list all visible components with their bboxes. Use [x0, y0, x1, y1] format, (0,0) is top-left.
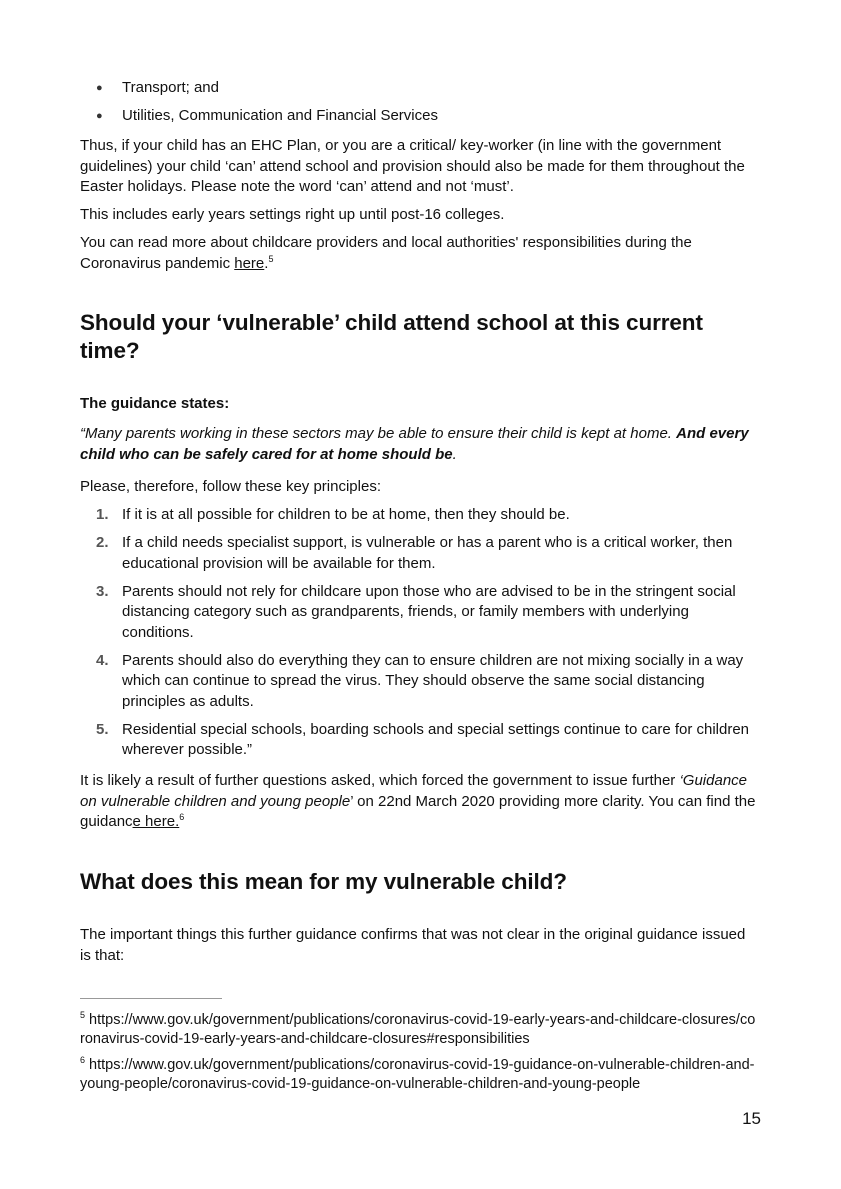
footnote-url[interactable]: https://www.gov.uk/government/publications/coronavirus-covid-19-early-years-and-childcare-closures/coronavirus-covid-19-early-years-and-childcare-closures#responsibilities — [80, 1012, 756, 1047]
paragraph-read-more — [80, 233, 770, 274]
principle-number: 5. — [96, 720, 109, 738]
principle-item — [80, 533, 760, 574]
footnote-ref-6[interactable]: 6 — [179, 812, 185, 822]
here-link-6[interactable]: e here. — [132, 813, 180, 830]
principle-item — [80, 720, 760, 761]
footnote-number: 5 — [80, 1010, 86, 1021]
paragraph-text: Thus, if your child has an EHC Plan, or you are a critical/ key-worker (in line with the government guidelines) your child ‘can’ attend school and provision should also be made for them throughout the Easter holidays. Please note the word ‘can’ attend and not ‘must’. — [80, 137, 745, 195]
quote-text — [80, 424, 770, 465]
guidance-label-text: The guidance states: — [80, 395, 230, 412]
principle-item — [80, 505, 760, 526]
heading-text: What does this mean for my vulnerable child? — [80, 869, 567, 894]
bullet-icon: ● — [96, 110, 103, 122]
footnote-ref-5[interactable]: 5 — [268, 253, 274, 264]
principle-number: 2. — [96, 534, 109, 551]
footnote-6 — [80, 1056, 760, 1094]
here-link-5[interactable]: here — [234, 254, 265, 272]
followup-text: ’ on 22nd March 2020 providing more clarity. You can find the guidanc — [80, 792, 756, 830]
principles-list — [80, 505, 760, 768]
principle-text: If a child needs specialist support, is vulnerable or has a parent who is a critical worker, then educational provision will be available for them. — [122, 534, 733, 572]
principle-text: Parents should not rely for childcare upon those who are advised to be in the stringent social distancing category such as grandparents, friends, or family members with underlying conditions. — [122, 582, 736, 641]
footnote-divider — [80, 998, 222, 999]
paragraph-text — [80, 233, 770, 274]
bullet-item — [80, 106, 438, 134]
guidance-title-italic: ‘Guidance on vulnerable children and young people — [80, 772, 748, 810]
principle-text: Parents should also do everything they can to ensure children are not mixing socially in a way which can continue to spread the virus. They should observe the same social distancing principles as adults. — [122, 651, 744, 710]
section-heading-meaning — [80, 868, 770, 896]
quote-bold: And every child who can be safely cared for at home should be — [80, 425, 749, 463]
section-heading-attend — [80, 309, 740, 365]
paragraph-ehc-plan — [80, 136, 770, 198]
principle-number: 3. — [96, 582, 109, 600]
paragraph-further-guidance — [80, 771, 760, 833]
paragraph-text: This includes early years settings right up until post-16 colleges. — [80, 206, 505, 223]
footnote-number: 6 — [80, 1055, 86, 1066]
footnote-5 — [80, 1011, 760, 1049]
principle-text: Residential special schools, boarding schools and special settings continue to care for children wherever possible.” — [122, 720, 750, 758]
quote-italic: “Many parents working in these sectors may be able to ensure their child is kept at home. — [80, 425, 677, 442]
bullet-text: Utilities, Communication and Financial Services — [122, 107, 438, 124]
principle-number: 1. — [96, 506, 109, 523]
principles-intro-text: Please, therefore, follow these key principles: — [80, 478, 381, 495]
bullet-icon: ● — [96, 82, 103, 94]
heading-text: Should your ‘vulnerable’ child attend school at this current time? — [80, 310, 703, 363]
principle-text: If it is at all possible for children to be at home, then they should be. — [122, 506, 570, 523]
paragraph-text: The important things this further guidance confirms that was not clear in the original guidance issued is that: — [80, 926, 746, 964]
paragraph-text-span: You can read more about childcare providers and local authorities' responsibilities during the Coronavirus pandemic — [80, 234, 692, 272]
bullet-list — [80, 78, 438, 134]
paragraph-text — [80, 771, 760, 833]
guidance-quote — [80, 424, 770, 465]
quote-end: . — [452, 445, 457, 463]
paragraph-important-things — [80, 925, 760, 966]
principle-number: 4. — [96, 651, 109, 669]
paragraph-early-years — [80, 205, 770, 226]
punctuation: . — [264, 254, 269, 272]
guidance-label — [80, 394, 770, 415]
bullet-item — [80, 78, 438, 106]
principle-item — [80, 582, 760, 644]
bullet-text: Transport; and — [122, 79, 219, 96]
principle-item — [80, 651, 760, 713]
footnote-url[interactable]: https://www.gov.uk/government/publications/coronavirus-covid-19-guidance-on-vulnerable-children-and-young-people/coronavirus-covid-19-guidance-on-vulnerable-children-and-young-people — [80, 1057, 755, 1092]
page-number: 15 — [742, 1109, 761, 1128]
principles-intro — [80, 477, 770, 498]
followup-text: It is likely a result of further questions asked, which forced the government to issue further — [80, 772, 680, 789]
